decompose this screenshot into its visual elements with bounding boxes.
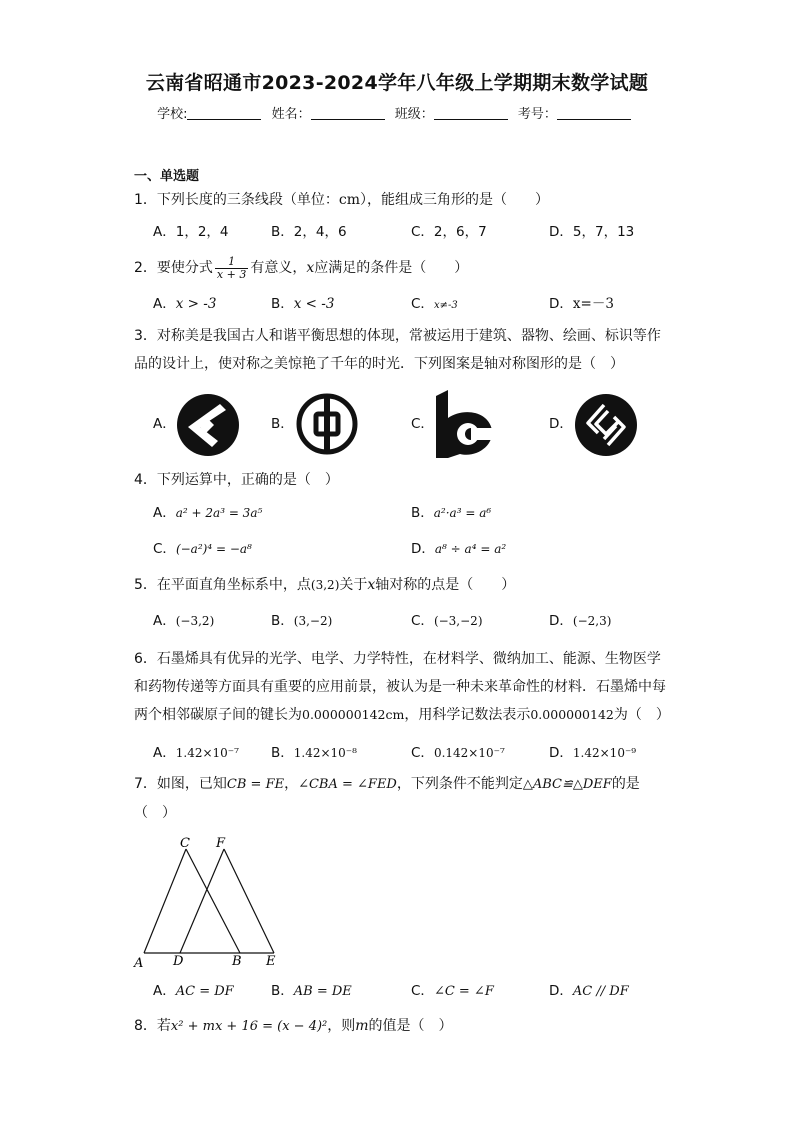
- q3-option-a-label[interactable]: A．: [153, 416, 176, 432]
- q1-stem-a: 1．下列长度的三条线段（单位：: [134, 192, 339, 208]
- q7-option-a[interactable]: [153, 981, 234, 1002]
- q1-stem-b: ），能组成三角形的是（ ）: [360, 192, 550, 208]
- q7-option-d[interactable]: [549, 981, 629, 1002]
- question-2-stem: [134, 254, 664, 282]
- question-3-stem: [134, 322, 674, 378]
- q5-a-expr: (−3,2): [175, 614, 215, 628]
- q5-option-d[interactable]: [549, 611, 611, 631]
- field-name-blank[interactable]: [311, 107, 385, 120]
- q5-axis: x: [367, 577, 376, 593]
- q2-var: x: [306, 260, 315, 276]
- q3-line-2: 品的设计上，使对称之美惊艳了千年的时光．下列图案是轴对称图形的是（ ）: [134, 356, 624, 372]
- q7-b-expr: AB = DE: [293, 984, 352, 999]
- q6-c-expr: 0.142×10⁻⁷: [433, 746, 505, 760]
- q2-stem-b: 有意义，: [250, 260, 307, 276]
- q4-option-d[interactable]: [411, 539, 506, 559]
- q5-d-expr: (−2,3): [572, 614, 612, 628]
- field-id-blank[interactable]: [557, 107, 631, 120]
- q6-b-expr: 1.42×10⁻⁸: [293, 746, 357, 760]
- label-b: B: [232, 954, 242, 969]
- question-5-stem: [134, 571, 664, 599]
- field-class-blank[interactable]: [434, 107, 508, 120]
- field-school-blank[interactable]: [187, 107, 261, 120]
- q6-line-3b: ，用科学记数法表示: [404, 707, 531, 723]
- q4-a-label: A．: [153, 505, 176, 521]
- q6-c-label: C．: [411, 745, 434, 761]
- q7-option-c[interactable]: [411, 981, 494, 1002]
- q8-var: m: [355, 1018, 369, 1034]
- q2-option-c[interactable]: [411, 294, 458, 316]
- q5-b-label: B．: [271, 613, 294, 629]
- q5-option-a[interactable]: [153, 611, 214, 631]
- q1-option-d[interactable]: D．5，7，13: [549, 224, 635, 240]
- q6-line-3c: 为（ ）: [613, 707, 670, 723]
- q4-d-expr: a⁸ ÷ a⁴ = a²: [434, 542, 507, 556]
- q7-stem-c: 的是: [611, 776, 640, 792]
- q6-b-label: B．: [271, 745, 294, 761]
- label-d: D: [173, 954, 184, 969]
- q7-stem-b: ，下列条件不能判定: [396, 776, 523, 792]
- q5-option-c[interactable]: [411, 611, 483, 631]
- q2-frac-num: 1: [215, 256, 248, 269]
- q2-a-expr: x > -3: [175, 296, 217, 312]
- q2-d-label: D．: [549, 296, 573, 312]
- q1-option-a[interactable]: A．1，2，4: [153, 224, 229, 240]
- q5-point: (3,2): [310, 578, 340, 592]
- q3-line-1: 3．对称美是我国古人和谐平衡思想的体现，常被运用于建筑、器物、绘画、标识等作: [134, 328, 661, 344]
- q6-option-c[interactable]: [411, 743, 505, 763]
- q8-stem-a: 8．若: [134, 1018, 171, 1034]
- field-school-label: 学校:: [157, 107, 188, 122]
- q3-option-b-label[interactable]: B．: [271, 416, 294, 432]
- q4-b-expr: a²·a³ = a⁶: [433, 506, 492, 520]
- q6-line-2: 和药物传递等方面具有重要的应用前景，被认为是一种未来革命性的材料．石墨烯中每: [134, 679, 666, 695]
- field-id-label: 考号：: [517, 107, 557, 122]
- q6-option-a[interactable]: [153, 743, 239, 763]
- q8-stem-c: 的值是（ ）: [368, 1018, 453, 1034]
- q2-option-d[interactable]: [549, 294, 614, 314]
- q4-b-label: B．: [411, 505, 434, 521]
- question-1-stem: [134, 186, 664, 214]
- q7-a-label: A．: [153, 983, 176, 999]
- q6-line-1: 6．石墨烯具有优异的光学、电学、力学特性，在材料学、微纳加工、能源、生物医学: [134, 651, 661, 667]
- q6-a-label: A．: [153, 745, 176, 761]
- q2-stem-c: 应满足的条件是（ ）: [314, 260, 469, 276]
- q5-stem-b: 关于: [339, 577, 368, 593]
- q6-line-3a: 两个相邻碳原子间的键长为: [134, 707, 302, 723]
- q2-option-a[interactable]: [153, 294, 216, 314]
- logo-b-icon[interactable]: [296, 393, 358, 455]
- label-e: E: [266, 954, 276, 969]
- q5-stem-c: 轴对称的点是（ ）: [375, 577, 516, 593]
- q7-cond-2: ∠CBA = ∠FED: [298, 777, 397, 792]
- q8-stem-b: ，则: [327, 1018, 356, 1034]
- q6-line-3: [134, 701, 674, 729]
- q4-c-expr: (−a²)⁴ = −a⁸: [175, 542, 252, 556]
- question-6-stem: [134, 645, 674, 729]
- segment-df: [180, 849, 224, 953]
- logo-c-icon[interactable]: [432, 390, 496, 460]
- q6-a-expr: 1.42×10⁻⁷: [175, 746, 239, 760]
- q7-d-expr: AC // DF: [572, 984, 629, 999]
- field-name-label: 姓名：: [271, 107, 311, 122]
- logo-d-icon[interactable]: [574, 393, 638, 457]
- q2-b-expr: x < -3: [293, 296, 335, 312]
- q7-d-label: D．: [549, 983, 573, 999]
- q6-value: 0.000000142: [530, 707, 614, 722]
- q3-option-d-label[interactable]: D．: [549, 416, 573, 432]
- question-8-stem: [134, 1012, 664, 1041]
- q2-c-label: C．: [411, 296, 434, 312]
- q4-c-label: C．: [153, 541, 176, 557]
- question-7-stem: [134, 770, 674, 827]
- q4-d-label: D．: [411, 541, 435, 557]
- q7-conclusion: △ABC≌△DEF: [522, 777, 612, 792]
- q7-line-1: [134, 770, 674, 799]
- q1-option-c[interactable]: C．2，6，7: [411, 224, 487, 240]
- q5-d-label: D．: [549, 613, 573, 629]
- q5-b-expr: (3,−2): [293, 614, 333, 628]
- q5-option-b[interactable]: [271, 611, 332, 631]
- q7-b-label: B．: [271, 983, 294, 999]
- q7-c-expr: ∠C = ∠F: [433, 984, 494, 999]
- q8-expr: x² + mx + 16 = (x − 4)²: [170, 1019, 328, 1034]
- q7-line-2: （ ）: [134, 805, 176, 821]
- q6-value-cm: 0.000000142cm: [302, 707, 405, 722]
- label-c: C: [180, 836, 190, 851]
- label-a: A: [134, 956, 144, 971]
- q7-a-expr: AC = DF: [175, 984, 234, 999]
- q6-d-expr: 1.42×10⁻⁹: [572, 746, 637, 760]
- q5-stem-a: 5．在平面直角坐标系中，点: [134, 577, 311, 593]
- exam-title: 云南省昭通市2023-2024学年八年级上学期期末数学试题: [145, 72, 649, 94]
- q2-d-expr: x=－3: [572, 296, 614, 312]
- q2-stem-a: 2．要使分式: [134, 260, 213, 276]
- q5-a-label: A．: [153, 613, 176, 629]
- q2-c-expr: x≠-3: [433, 300, 458, 311]
- label-f: F: [216, 836, 226, 851]
- q2-option-b[interactable]: [271, 294, 334, 314]
- q7-option-b[interactable]: [271, 981, 352, 1002]
- q5-c-label: C．: [411, 613, 434, 629]
- q7-triangle-figure: [130, 833, 290, 973]
- q5-c-expr: (−3,−2): [433, 614, 483, 628]
- q6-option-b[interactable]: [271, 743, 357, 763]
- q7-c-label: C．: [411, 983, 434, 999]
- field-class-label: 班级：: [394, 107, 434, 122]
- q4-option-a[interactable]: [153, 503, 262, 523]
- q6-option-d[interactable]: [549, 743, 636, 763]
- q1-option-b[interactable]: B．2，4，6: [271, 224, 347, 240]
- logo-a-icon[interactable]: [176, 393, 240, 457]
- student-info-line: [0, 103, 794, 122]
- q7-sep: ，: [284, 776, 299, 792]
- segment-ac: [144, 849, 186, 953]
- q6-d-label: D．: [549, 745, 573, 761]
- q4-option-c[interactable]: [153, 539, 252, 559]
- q2-frac-den: x + 3: [216, 267, 247, 281]
- q2-fraction: [215, 256, 248, 281]
- section-title: 一、单选题: [134, 169, 200, 184]
- q4-a-expr: a² + 2a³ = 3a⁵: [175, 506, 263, 520]
- q1-unit: cm: [338, 192, 361, 208]
- q7-stem-a: 7．如图，已知: [134, 776, 227, 792]
- q2-a-label: A．: [153, 296, 176, 312]
- q3-option-c-label[interactable]: C．: [411, 416, 434, 432]
- q4-option-b[interactable]: [411, 503, 491, 523]
- question-4-stem: 4．下列运算中，正确的是（ ）: [134, 472, 339, 488]
- q2-b-label: B．: [271, 296, 294, 312]
- q7-cond-1: CB = FE: [226, 777, 285, 792]
